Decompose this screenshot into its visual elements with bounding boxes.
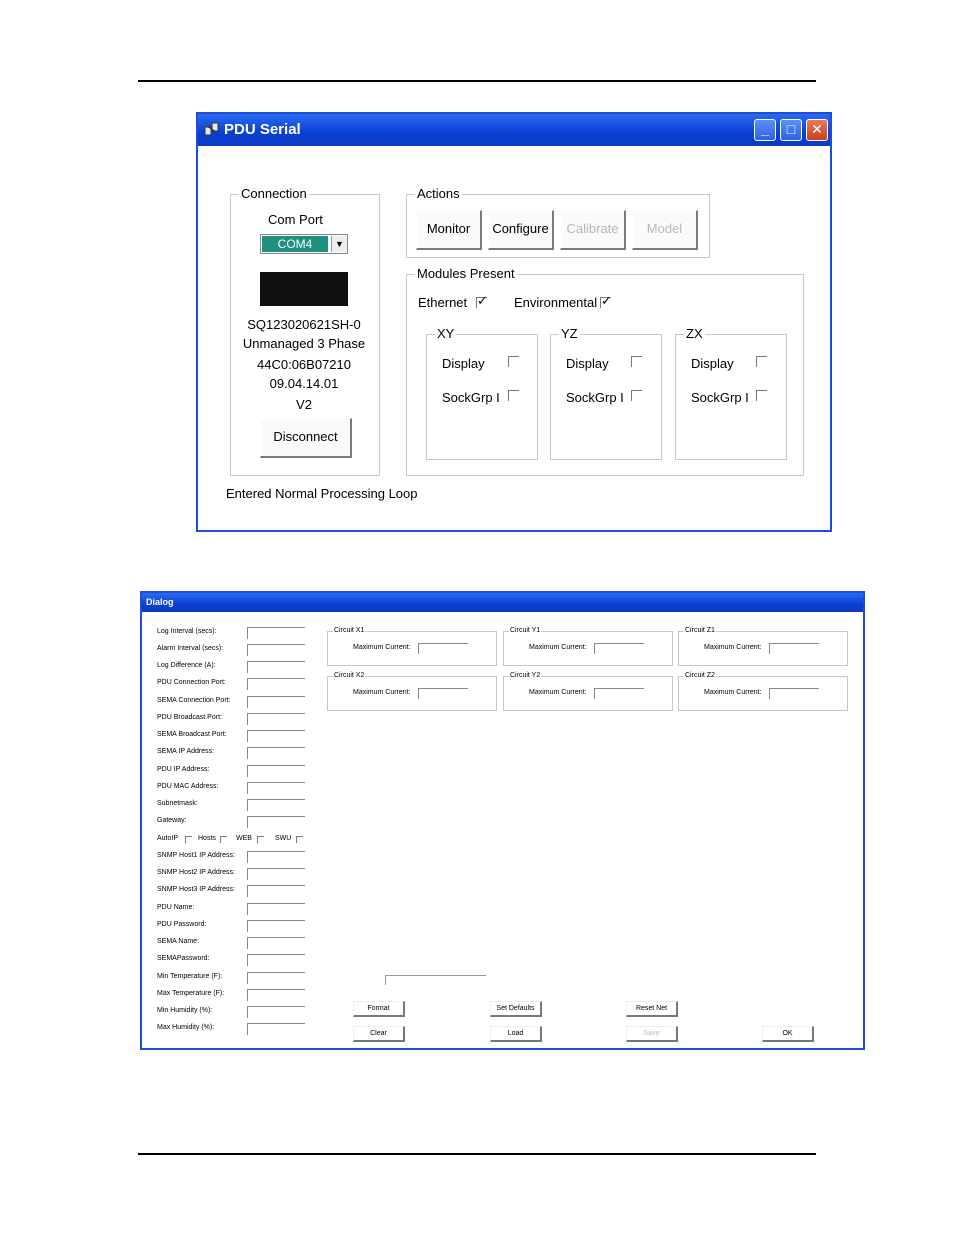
pdu-serial-window (196, 112, 832, 532)
autoip-checkbox[interactable] (185, 836, 192, 843)
field-label: PDU Password: (157, 921, 207, 928)
phase-legend: YZ (561, 326, 578, 341)
circuit-z1-group (678, 627, 848, 666)
circuit-legend: Circuit Z1 (685, 627, 715, 634)
min-temperature-input[interactable] (247, 972, 305, 984)
display-checkbox-xy[interactable] (508, 356, 519, 367)
pdu-broadcast-port-input[interactable] (247, 713, 305, 725)
circuit-z2-group (678, 672, 848, 711)
set-defaults-button[interactable]: Set Defaults (490, 1001, 542, 1017)
max-current-label: Maximum Current: (529, 644, 587, 651)
field-label: PDU IP Address: (157, 766, 210, 773)
field-label: PDU Name: (157, 904, 195, 911)
circuit-y1-input[interactable] (594, 643, 644, 654)
circuit-y2-input[interactable] (594, 688, 644, 699)
field-label: Alarm Interval (secs): (157, 645, 224, 652)
pdu-mac-input[interactable] (247, 782, 305, 794)
circuit-x1-group (327, 627, 497, 666)
dialog-window (140, 591, 865, 1050)
header-rule (138, 80, 816, 82)
field-label: SNMP Host1 IP Address: (157, 852, 235, 859)
circuit-x1-input[interactable] (418, 643, 468, 654)
max-temperature-input[interactable] (247, 989, 305, 1001)
calibrate-button[interactable]: Calibrate (560, 210, 626, 250)
progress-bar (385, 975, 486, 985)
log-interval-input[interactable] (247, 627, 305, 639)
field-label: SEMAPassword: (157, 955, 210, 962)
display-checkbox-yz[interactable] (631, 356, 642, 367)
sema-broadcast-port-input[interactable] (247, 730, 305, 742)
actions-legend: Actions (417, 186, 460, 201)
info-line: SQ123020621SH-0 (247, 317, 361, 332)
model-button[interactable]: Model (632, 210, 698, 250)
format-button[interactable]: Format (353, 1001, 405, 1017)
circuit-z2-input[interactable] (769, 688, 819, 699)
chevron-down-icon[interactable]: ▼ (331, 236, 347, 252)
display-checkbox-zx[interactable] (756, 356, 767, 367)
hosts-checkbox[interactable] (220, 836, 227, 843)
title-bar[interactable] (198, 114, 830, 146)
window-title: PDU Serial (224, 121, 301, 138)
sema-connection-port-input[interactable] (247, 696, 305, 708)
snmp-host1-input[interactable] (247, 851, 305, 863)
maximize-icon: □ (786, 121, 796, 137)
save-button[interactable]: Save (626, 1026, 678, 1042)
field-label: SEMA IP Address: (157, 748, 215, 755)
dialog-title: Dialog (146, 597, 174, 607)
environmental-checkbox[interactable] (600, 297, 611, 308)
pdu-name-input[interactable] (247, 903, 305, 915)
circuit-z1-input[interactable] (769, 643, 819, 654)
connection-legend: Connection (241, 186, 307, 201)
circuit-x2-input[interactable] (418, 688, 468, 699)
log-difference-input[interactable] (247, 661, 305, 673)
circuit-legend: Circuit Y2 (510, 672, 541, 679)
sockgrp-checkbox-zx[interactable] (756, 390, 767, 401)
circuit-legend: Circuit Z2 (685, 672, 715, 679)
sockgrp-label: SockGrp I (566, 390, 624, 405)
com-port-select[interactable] (260, 234, 348, 254)
sockgrp-checkbox-yz[interactable] (631, 390, 642, 401)
display-label: Display (691, 356, 734, 371)
sockgrp-label: SockGrp I (691, 390, 749, 405)
dialog-title-bar[interactable] (142, 593, 863, 612)
field-label: Max Temperature (F): (157, 990, 225, 997)
field-label: SNMP Host3 IP Address: (157, 886, 235, 893)
sema-password-input[interactable] (247, 954, 305, 966)
com-port-label: Com Port (268, 212, 323, 227)
info-line: 44C0:06B07210 (257, 357, 351, 372)
field-label: Min Humidity (%): (157, 1007, 213, 1014)
ok-button[interactable]: OK (762, 1026, 814, 1042)
max-current-label: Maximum Current: (704, 689, 762, 696)
clear-button[interactable]: Clear (353, 1026, 405, 1042)
field-label: SEMA Broadcast Port: (157, 731, 227, 738)
field-label: PDU MAC Address: (157, 783, 219, 790)
footer-rule (138, 1153, 816, 1155)
circuit-y2-group (503, 672, 673, 711)
info-line: V2 (296, 397, 312, 412)
field-label: SEMA Connection Port: (157, 697, 231, 704)
max-current-label: Maximum Current: (353, 689, 411, 696)
field-label: Max Humidity (%): (157, 1024, 215, 1031)
field-label: PDU Connection Port: (157, 679, 226, 686)
field-label: Min Temperature (F): (157, 973, 223, 980)
alarm-interval-input[interactable] (247, 644, 305, 656)
gateway-input[interactable] (247, 816, 305, 828)
field-label: PDU Broadcast Port: (157, 714, 222, 721)
max-current-label: Maximum Current: (529, 689, 587, 696)
phase-legend: ZX (686, 326, 703, 341)
autoip-label: AutoIP (157, 835, 179, 842)
pdu-ip-input[interactable] (247, 765, 305, 777)
modules-legend: Modules Present (417, 266, 515, 281)
reset-net-button[interactable]: Reset Net (626, 1001, 678, 1017)
circuit-legend: Circuit X1 (334, 627, 365, 634)
sema-name-input[interactable] (247, 937, 305, 949)
monitor-button[interactable]: Monitor (416, 210, 482, 250)
field-label: SNMP Host2 IP Address: (157, 869, 235, 876)
sockgrp-checkbox-xy[interactable] (508, 390, 519, 401)
max-current-label: Maximum Current: (704, 644, 762, 651)
field-label: Gateway: (157, 817, 187, 824)
display-label: Display (566, 356, 609, 371)
circuit-x2-group (327, 672, 497, 711)
pdu-password-input[interactable] (247, 920, 305, 932)
ethernet-checkbox[interactable] (476, 297, 487, 308)
circuit-legend: Circuit Y1 (510, 627, 541, 634)
circuit-legend: Circuit X2 (334, 672, 365, 679)
max-humidity-input[interactable] (247, 1023, 305, 1035)
close-icon: ✕ (811, 121, 823, 137)
info-line: Unmanaged 3 Phase (242, 336, 366, 351)
close-button[interactable] (806, 119, 828, 141)
status-display (260, 272, 348, 306)
com-port-value: COM4 (262, 236, 328, 252)
info-line: 09.04.14.01 (269, 376, 339, 391)
disconnect-button[interactable]: Disconnect (260, 418, 352, 458)
snmp-host3-input[interactable] (247, 885, 305, 897)
maximize-button[interactable] (780, 119, 802, 141)
swu-checkbox[interactable] (296, 836, 303, 843)
snmp-host2-input[interactable] (247, 868, 305, 880)
min-humidity-input[interactable] (247, 1006, 305, 1018)
display-label: Display (442, 356, 485, 371)
ethernet-label: Ethernet (418, 295, 468, 310)
subnetmask-input[interactable] (247, 799, 305, 811)
sema-ip-input[interactable] (247, 747, 305, 759)
field-label: SEMA Name: (157, 938, 200, 945)
configure-button[interactable]: Configure (488, 210, 554, 250)
app-icon (204, 121, 220, 137)
web-checkbox[interactable] (257, 836, 264, 843)
circuit-y1-group (503, 627, 673, 666)
field-label: Log Difference (A): (157, 662, 216, 669)
minimize-button[interactable] (754, 119, 776, 141)
field-label: Subnetmask: (157, 800, 198, 807)
status-text: Entered Normal Processing Loop (226, 486, 418, 501)
hosts-label: Hosts (198, 835, 216, 842)
swu-label: SWU (275, 835, 292, 842)
sockgrp-label: SockGrp I (442, 390, 500, 405)
minimize-icon: _ (761, 121, 769, 137)
field-label: Log Interval (secs): (157, 628, 217, 635)
load-button[interactable]: Load (490, 1026, 542, 1042)
environmental-label: Environmental (514, 295, 598, 310)
phase-legend: XY (437, 326, 455, 341)
max-current-label: Maximum Current: (353, 644, 411, 651)
web-label: WEB (236, 835, 252, 842)
pdu-connection-port-input[interactable] (247, 678, 305, 690)
